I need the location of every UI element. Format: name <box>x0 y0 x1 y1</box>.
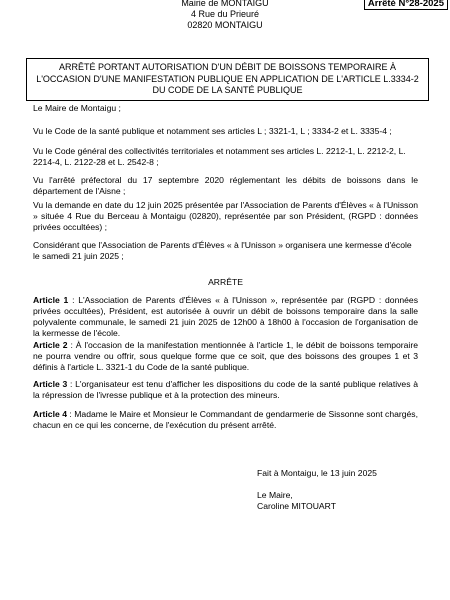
vu-health-code: Vu le Code de la santé publique et notamment ses articles L ; 3321-1, L ; 3334-2 et L. 3335-4 ; <box>33 126 392 136</box>
considerant-text: Considérant que l'Association de Parents d'Élèves « à l'Unisson » organisera une kermesse d'école le samedi 21 juin 2025 ; <box>33 240 412 261</box>
vu-prefectoral-order: Vu l'arrêté préfectoral du 17 septembre 2020 réglementant les débits de boissons dans le département de l'Aisne ; <box>33 175 418 196</box>
issuer-name: Mairie de MONTAIGU <box>181 0 269 8</box>
signature-name: Caroline MITOUART <box>257 501 336 511</box>
arrete-heading: ARRÊTE <box>208 277 243 287</box>
article-3-label: Article 3 <box>33 379 68 389</box>
arrete-reference <box>364 0 448 10</box>
document-title: ARRÊTÉ PORTANT AUTORISATION D'UN DÉBIT DE BOISSONS TEMPORAIRE À L'OCCASION D'UNE MANIFESTATION PUBLIQUE EN APPLICATION DE L'ARTICLE L.3334-2 DU CODE DE LA SANTÉ PUBLIQUE <box>26 58 429 101</box>
article-1-label: Article 1 <box>33 295 69 305</box>
arrete-number: N°28-2025 <box>398 0 444 9</box>
signature-role: Le Maire, <box>257 490 293 500</box>
document-header <box>0 0 450 42</box>
vu-request: Vu la demande en date du 12 juin 2025 présentée par l'Association de Parents d'Élèves « à l'Unisson » située 4 Rue du Berceau à Montaigu (02820), représentée par son Président, (RGPD : données privées occultées) ; <box>33 200 418 232</box>
issuer-street: 4 Rue du Prieuré <box>190 9 260 19</box>
arrete-label: Arrêté <box>367 0 396 9</box>
article-2 <box>33 340 418 373</box>
signature-place-date: Fait à Montaigu, le 13 juin 2025 <box>257 468 377 478</box>
article-1-text: : L'Association de Parents d'Élèves « à l'Unisson », représentée par (RGPD : données privées occultées), Président, est autorisée à ouvrir un débit de boissons temporaire dans la salle polyvalente communale, le samedi 21 juin 2025 de 12h00 à 18h00 à l'occasion de l'organisation de la kermesse de l'école. <box>33 295 418 338</box>
issuer-city: 02820 MONTAIGU <box>187 20 263 30</box>
article-4 <box>33 409 418 431</box>
article-4-label: Article 4 <box>33 409 67 419</box>
article-3 <box>33 379 418 401</box>
article-4-text: : Madame le Maire et Monsieur le Commandant de gendarmerie de Sissonne sont chargés, chacun en ce qui les concerne, de l'exécution du présent arrêté. <box>33 409 418 430</box>
article-2-label: Article 2 <box>33 340 68 350</box>
article-3-text: : L'organisateur est tenu d'afficher les dispositions du code de la santé publique relatives à la répression de l'ivresse publique et à la protection des mineurs. <box>33 379 418 400</box>
vu-territorial-code: Vu le Code général des collectivités territoriales et notamment ses articles L. 2212-1, L. 2212-2, L. 2214-4, L. 2122-28 et L. 2542-8 ; <box>33 146 406 167</box>
article-1 <box>33 295 418 339</box>
article-2-text: : À l'occasion de la manifestation mentionnée à l'article 1, le débit de boissons temporaire ne pourra vendre ou offrir, sous quelque forme que ce soit, que des boissons des groupes 1 et 3 définis à l'article L. 3321-1 du Code de la santé publique. <box>33 340 418 372</box>
intro-text: Le Maire de Montaigu ; <box>33 103 121 113</box>
